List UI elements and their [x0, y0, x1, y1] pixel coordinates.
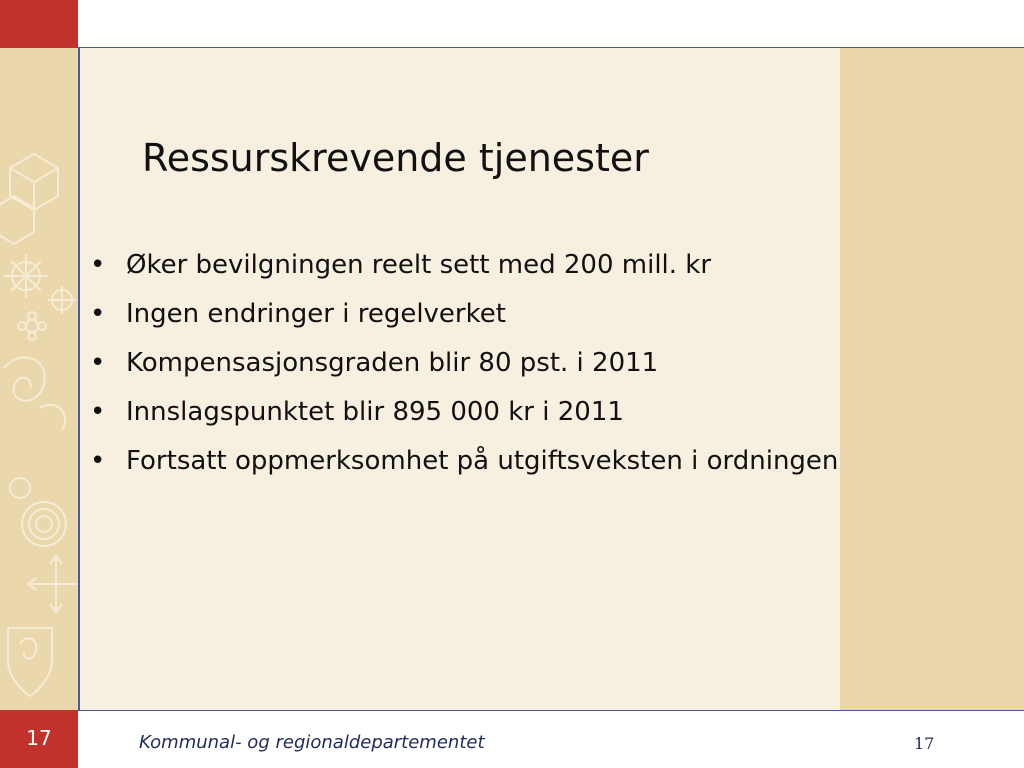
snowflake-icon [4, 254, 76, 314]
bullet-list [88, 246, 908, 491]
shield-icon [8, 628, 52, 696]
bullet-item [88, 393, 908, 431]
bullet-text: Innslagspunktet blir 895 000 kr i 2011 [126, 397, 624, 427]
bullet-item [88, 442, 908, 480]
bullet-item [88, 246, 908, 284]
cube-icon [0, 154, 58, 244]
spiral-icon [10, 478, 66, 546]
top-left-red-block [0, 0, 78, 48]
left-decorative-panel [0, 48, 78, 710]
swirl-icon [4, 357, 65, 430]
bullet-icon: • [90, 348, 106, 378]
bullet-icon: • [90, 397, 106, 427]
slide-number-badge: 17 [26, 726, 52, 750]
flower-icon [18, 312, 46, 340]
bullet-item [88, 344, 908, 382]
bullet-item [88, 295, 908, 333]
bullet-text: Øker bevilgningen reelt sett med 200 mill. kr [126, 250, 712, 280]
bullet-text: Kompensasjonsgraden blir 80 pst. i 2011 [126, 348, 659, 378]
bullet-text: Ingen endringer i regelverket [126, 299, 506, 329]
bullet-icon: • [90, 299, 106, 329]
arrows-cross-icon [28, 556, 78, 612]
bullet-icon: • [90, 250, 106, 280]
decorative-pattern [0, 48, 78, 710]
bullet-icon: • [90, 446, 106, 476]
slide-title: Ressurskrevende tjenester [142, 136, 649, 180]
top-strip [0, 0, 1024, 48]
footer-page-number: 17 [914, 734, 935, 753]
footer-department: Kommunal- og regionaldepartementet [139, 732, 485, 753]
bullet-text: Fortsatt oppmerksomhet på utgiftsveksten i ordningen [126, 446, 839, 476]
footer-divider [78, 710, 1024, 711]
